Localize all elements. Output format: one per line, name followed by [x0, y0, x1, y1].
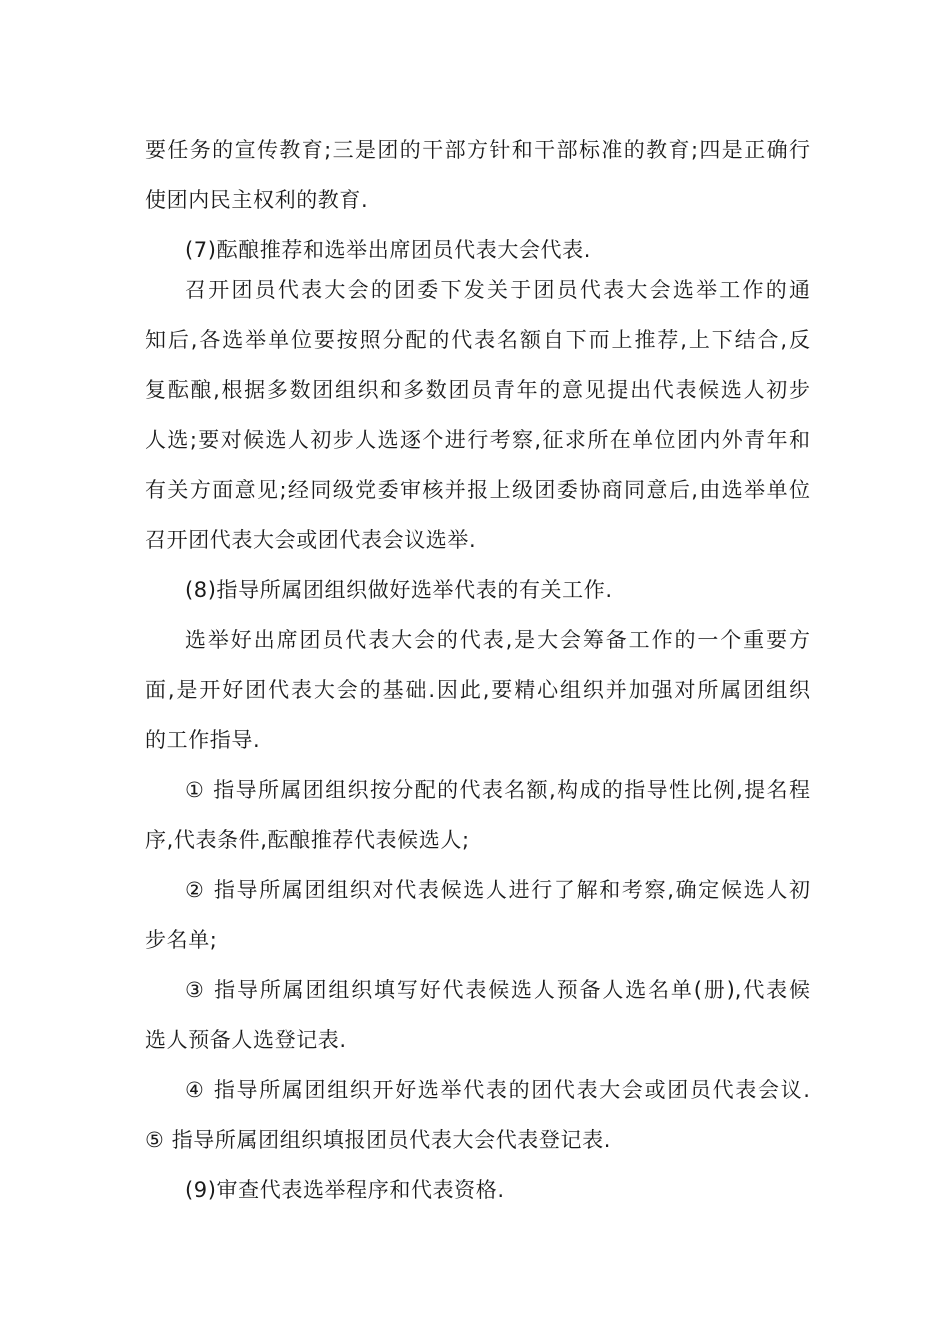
text-line: 召开团代表大会或团代表会议选举.: [145, 528, 477, 552]
list-item-2: ② 指导所属团组织对代表候选人进行了解和考察,确定候选人初: [185, 878, 810, 902]
item-heading: (9)审查代表选举程序和代表资格.: [185, 1178, 505, 1202]
text-line: 步名单;: [145, 928, 218, 952]
text-line: 选人预备人选登记表.: [145, 1028, 347, 1052]
list-item-1: ① 指导所属团组织按分配的代表名额,构成的指导性比例,提名程: [185, 778, 810, 802]
text-line: 序,代表条件,酝酿推荐代表候选人;: [145, 828, 470, 852]
text-line: 有关方面意见;经同级党委审核并报上级团委协商同意后,由选举单位: [145, 478, 810, 502]
list-item-4: ④ 指导所属团组织开好选举代表的团代表大会或团员代表会议.: [185, 1078, 810, 1102]
list-item-5: ⑤ 指导所属团组织填报团员代表大会代表登记表.: [145, 1128, 611, 1152]
item-heading: (7)酝酿推荐和选举出席团员代表大会代表.: [185, 238, 592, 262]
text-line: 复酝酿,根据多数团组织和多数团员青年的意见提出代表候选人初步: [145, 378, 810, 402]
text-line: 使团内民主权利的教育.: [145, 188, 369, 212]
text-line: 面,是开好团代表大会的基础.因此,要精心组织并加强对所属团组织: [145, 678, 810, 702]
item-heading: (8)指导所属团组织做好选举代表的有关工作.: [185, 578, 613, 602]
text-line: 知后,各选举单位要按照分配的代表名额自下而上推荐,上下结合,反: [145, 328, 810, 352]
text-line: 人选;要对候选人初步人选逐个进行考察,征求所在单位团内外青年和: [145, 428, 810, 452]
text-line: 要任务的宣传教育;三是团的干部方针和干部标准的教育;四是正确行: [145, 138, 810, 162]
text-line: 召开团员代表大会的团委下发关于团员代表大会选举工作的通: [185, 278, 810, 302]
text-line: 的工作指导.: [145, 728, 261, 752]
text-line: 选举好出席团员代表大会的代表,是大会筹备工作的一个重要方: [185, 628, 810, 652]
list-item-3: ③ 指导所属团组织填写好代表候选人预备人选名单(册),代表候: [185, 978, 810, 1002]
